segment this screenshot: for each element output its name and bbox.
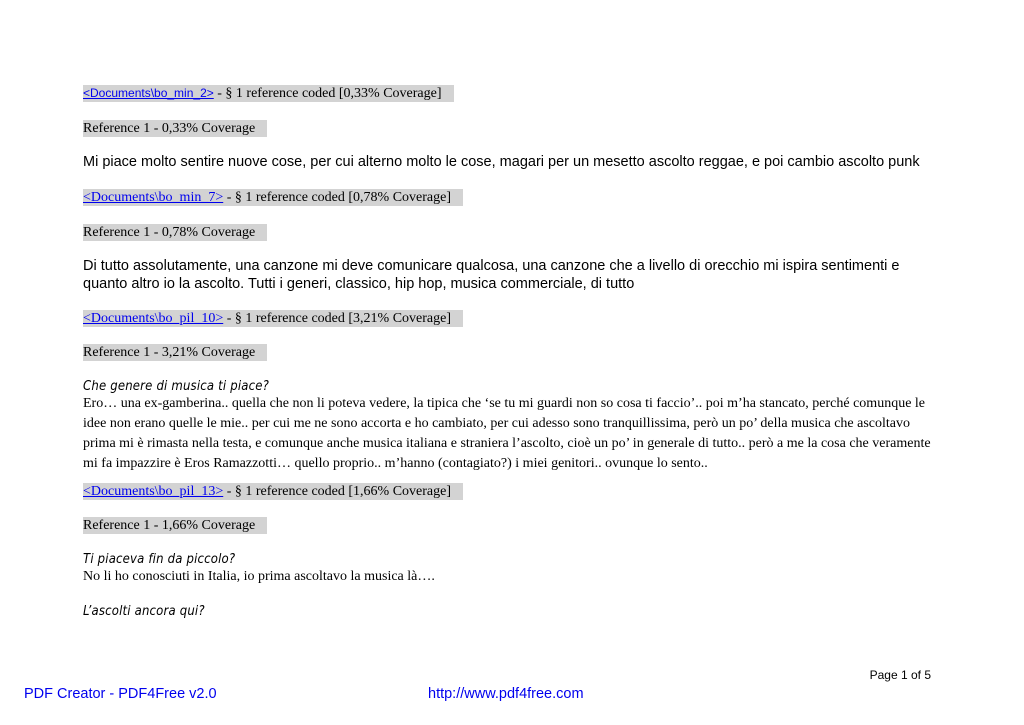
- reference-label: Reference 1 - 3,21% Coverage: [83, 344, 267, 361]
- page-number: Page 1 of 5: [869, 668, 931, 682]
- entry-3-question: Che genere di musica ti piace?: [83, 379, 269, 394]
- entry-4-question: Ti piaceva fin da piccolo?: [83, 552, 236, 567]
- document-link[interactable]: <Documents\bo_pil_10>: [83, 311, 224, 326]
- entry-3-reference: [83, 343, 943, 361]
- reference-label: Reference 1 - 1,66% Coverage: [83, 517, 267, 534]
- entry-4-header: [83, 482, 943, 500]
- entry-1-text: Mi piace molto sentire nuove cose, per cui alterno molto le cose, magari per un mesetto ascolto reggae, e poi cambio ascolto punk: [83, 154, 920, 170]
- entry-4-answer: No li ho conosciuti in Italia, io prima ascoltavo la musica là….: [83, 569, 435, 584]
- entry-4-reference: [83, 516, 943, 534]
- coverage-summary: - § 1 reference coded [1,66% Coverage]: [223, 484, 452, 499]
- reference-label: Reference 1 - 0,33% Coverage: [83, 120, 267, 137]
- document-link[interactable]: <Documents\bo_min_2>: [83, 86, 214, 100]
- entry-3-answer: Ero… una ex-gamberina.. quella che non li poteva vedere, la tipica che ‘se tu mi guardi non so cosa ti faccio’.. poi m’ha stancato, perché comunque le idee non erano quelle le mie.. per cui me ne sono accorta e ho cambiato, per cui adesso sono tranquillissima, però un po’ della musica che ascoltavo prima mi è rimasta nella testa, e comunque anche musica italiana e straniera l’ascolto, cioè un po’ in generale di tutto.. però a me la cosa che veramente mi fa impazzire è Eros Ramazzotti… quello proprio.. m’hanno (contagiato?) i miei genitori.. ovunque lo sento..: [83, 396, 931, 471]
- coverage-summary: - § 1 reference coded [0,33% Coverage]: [213, 86, 442, 101]
- entry-4-question-2: L’ascolti ancora qui?: [83, 604, 205, 619]
- coverage-summary: - § 1 reference coded [0,78% Coverage]: [223, 190, 452, 205]
- coverage-summary: - § 1 reference coded [3,21% Coverage]: [223, 311, 452, 326]
- entry-1-header: [83, 84, 943, 102]
- entry-3-header: [83, 309, 943, 327]
- entry-2-reference: [83, 223, 943, 241]
- pdf4free-url[interactable]: http://www.pdf4free.com: [428, 686, 584, 702]
- reference-label: Reference 1 - 0,78% Coverage: [83, 224, 267, 241]
- entry-2-text: Di tutto assolutamente, una canzone mi deve comunicare qualcosa, una canzone che a livello di orecchio mi ispira sentimenti e quanto altro io la ascolto. Tutti i generi, classico, hip hop, musica commerciale, di tutto: [83, 258, 900, 292]
- entry-1-reference: [83, 119, 943, 137]
- document-link[interactable]: <Documents\bo_min_7>: [83, 190, 224, 205]
- document-link[interactable]: <Documents\bo_pil_13>: [83, 484, 224, 499]
- pdf-creator-credit: PDF Creator - PDF4Free v2.0: [24, 686, 217, 702]
- entry-2-header: [83, 188, 943, 206]
